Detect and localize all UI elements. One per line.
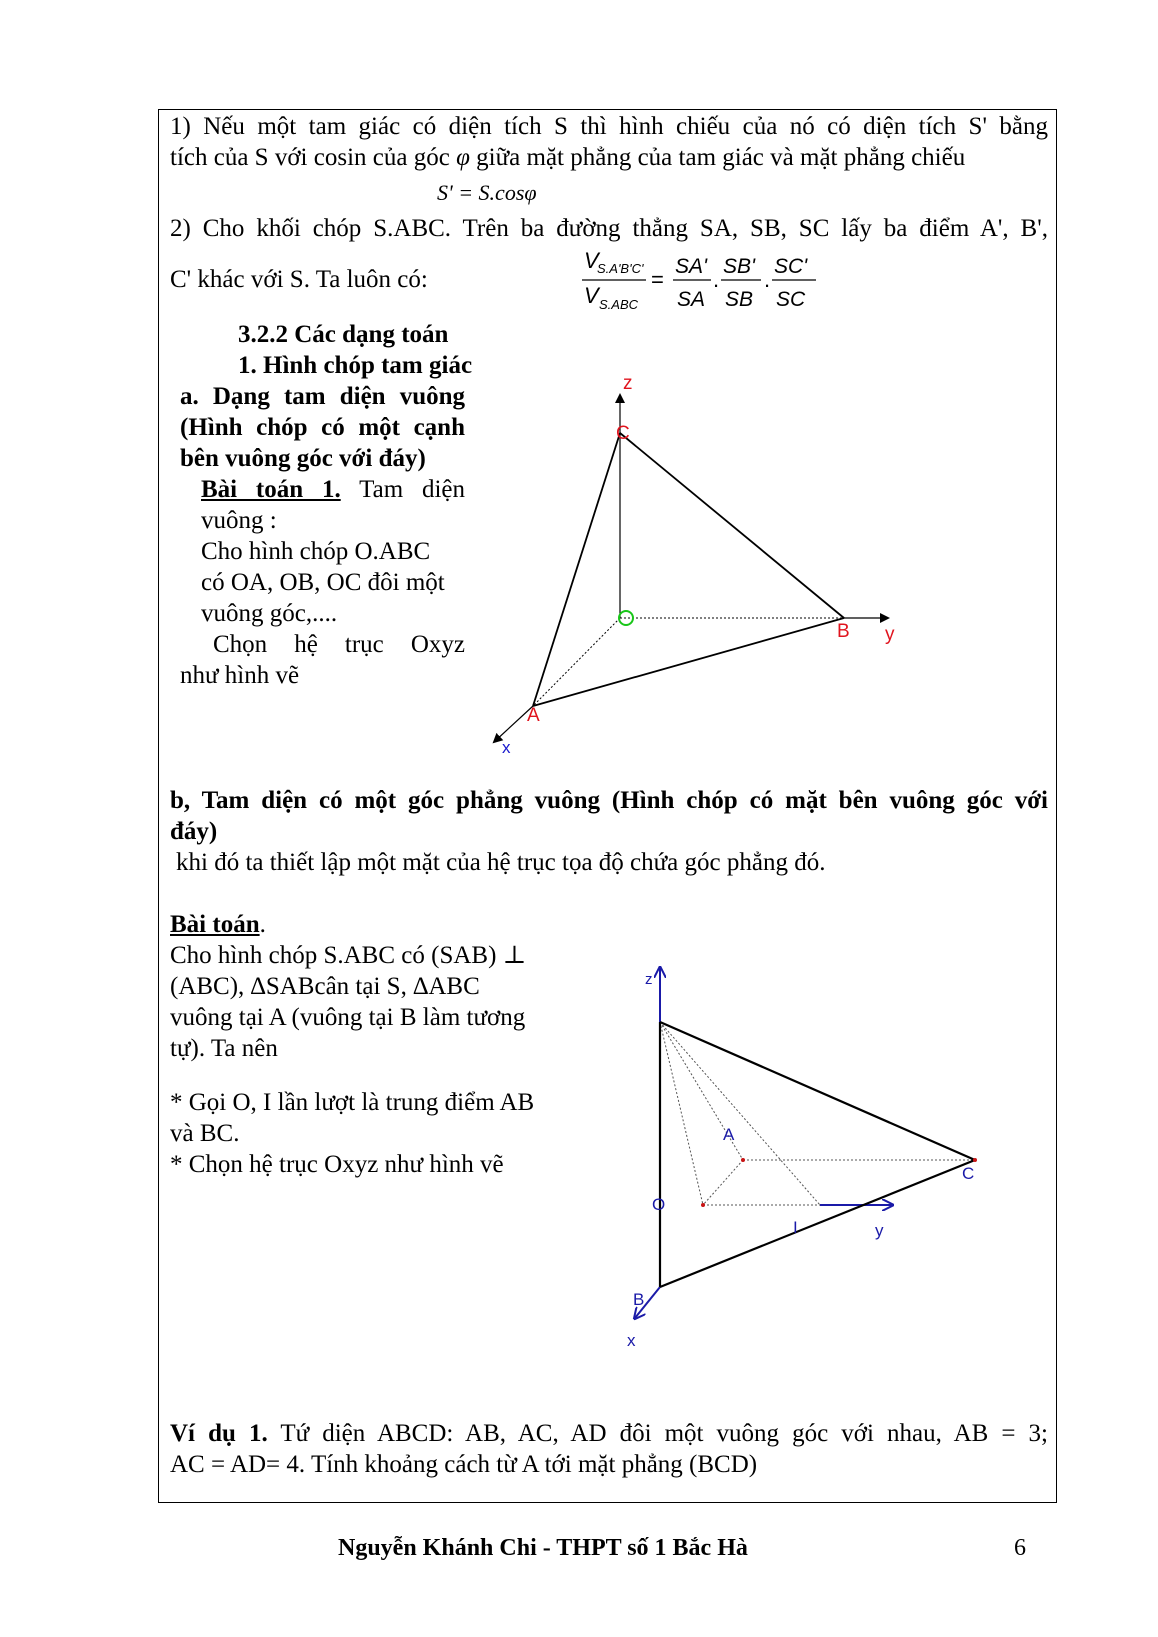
intro-p1-line1: 1) Nếu một tam giác có diện tích S thì hình chiếu của nó có diện tích S' bằng: [170, 113, 1048, 140]
svg-text:SB: SB: [725, 288, 754, 311]
problem-2-line7: * Chọn hệ trục Oxyz như hình vẽ: [170, 1151, 504, 1178]
problem-1-line3: Cho hình chóp O.ABC: [201, 538, 431, 565]
label-x: x: [502, 738, 511, 757]
svg-text:SA: SA: [677, 288, 706, 311]
label-b: B: [633, 1290, 645, 1309]
problem-2-label: Bài toán: [170, 911, 260, 938]
problem-2-heading: Bài toán.: [170, 911, 266, 938]
problem-2-line3: vuông tại A (vuông tại B làm tương: [170, 1004, 526, 1031]
problem-2-line5: * Gọi O, I lần lượt là trung điểm AB: [170, 1089, 535, 1116]
problem-1-line7: như hình vẽ: [180, 662, 300, 689]
point-o: [701, 1203, 705, 1207]
part-b-title-line1: b, Tam diện có một góc phẳng vuông (Hình chóp có mặt bên vuông góc với: [170, 787, 1048, 814]
problem-1-label: Bài toán 1.: [201, 476, 341, 503]
label-a: A: [723, 1125, 735, 1144]
figure-perpendicular-face-pyramid: [610, 960, 1030, 1360]
intro-p2-line2: C' khác với S. Ta luôn có:: [170, 266, 428, 293]
intro-p1-line2: tích của S với cosin của góc φ giữa mặt phẳng của tam giác và mặt phẳng chiếu: [170, 144, 966, 171]
edge-cb: [620, 433, 844, 618]
label-c: C: [962, 1164, 975, 1183]
formula-volume-ratio: [580, 240, 830, 315]
svg-text:S.ABC: S.ABC: [599, 297, 639, 312]
point-a: [741, 1158, 745, 1162]
edge-si: [660, 1022, 820, 1205]
point-c: [973, 1158, 977, 1162]
svg-text:SB': SB': [723, 255, 756, 278]
part-a-title-line1: a. Dạng tam diện vuông: [180, 383, 465, 410]
example-1-label: Ví dụ 1.: [170, 1420, 268, 1447]
svg-text:S.A'B'C': S.A'B'C': [597, 261, 644, 276]
example-1-line2: AC = AD= 4. Tính khoảng cách từ A tới mặt phẳng (BCD): [170, 1451, 758, 1478]
problem-1-line4: có OA, OB, OC đôi một: [201, 569, 445, 596]
heading-3-2-2: 3.2.2 Các dạng toán: [238, 321, 449, 348]
page-number: 6: [1014, 1535, 1026, 1561]
part-a-title-line2: (Hình chóp có một cạnh: [180, 414, 465, 441]
label-o: O: [652, 1195, 666, 1214]
svg-text:=: =: [651, 267, 664, 292]
problem-1-line2: vuông :: [201, 507, 277, 534]
edge-so: [660, 1022, 703, 1205]
label-y: y: [885, 624, 895, 645]
problem-2-line1: Cho hình chóp S.ABC có (SAB) ⊥: [170, 942, 527, 969]
formula-projection-area: S' = S.cosφ: [437, 180, 537, 205]
edge-ao: [703, 1160, 743, 1205]
svg-text:SA': SA': [675, 255, 708, 278]
svg-text:V: V: [584, 283, 599, 308]
svg-text:.: .: [713, 267, 720, 292]
problem-1-line1: Bài toán 1. Tam diện: [201, 476, 465, 503]
label-x: x: [627, 1331, 636, 1350]
label-b: B: [837, 621, 850, 642]
label-c: C: [616, 423, 630, 444]
edge-sc: [660, 1022, 975, 1160]
svg-text:SC': SC': [774, 255, 808, 278]
problem-2-line6: và BC.: [170, 1120, 240, 1147]
problem-1-line6: Chọn hệ trục Oxyz: [213, 631, 465, 658]
intro-p2-line1: 2) Cho khối chóp S.ABC. Trên ba đường thẳng SA, SB, SC lấy ba điểm A', B',: [170, 215, 1048, 242]
edge-ca: [533, 433, 620, 706]
label-a: A: [527, 705, 540, 726]
problem-2-line2: (ABC), ∆SABcân tại S, ∆ABC: [170, 973, 480, 1000]
edge-ab: [533, 618, 844, 706]
label-i: I: [793, 1218, 798, 1237]
svg-text:SC: SC: [776, 288, 806, 311]
problem-1-line5: vuông góc,....: [201, 600, 338, 627]
heading-pyramid: 1. Hình chóp tam giác: [238, 352, 473, 379]
label-y: y: [875, 1221, 884, 1240]
problem-2-line4: tự). Ta nên: [170, 1035, 278, 1062]
svg-text:.: .: [764, 267, 771, 292]
example-1-line1: Ví dụ 1. Tứ diện ABCD: AB, AC, AD đôi một vuông góc với nhau, AB = 3;: [170, 1420, 1048, 1447]
figure-trihedral-pyramid: [470, 375, 910, 760]
part-b-line3: khi đó ta thiết lập một mặt của hệ trục tọa độ chứa góc phẳng đó.: [176, 849, 826, 876]
part-a-title-line3: bên vuông góc với đáy): [180, 445, 426, 472]
svg-text:V: V: [584, 248, 599, 273]
label-z: z: [623, 375, 633, 394]
label-z: z: [645, 971, 653, 988]
edge-bc: [660, 1160, 975, 1287]
footer-author: Nguyễn Khánh Chi - THPT số 1 Bắc Hà: [338, 1535, 748, 1561]
part-b-title-line2: đáy): [170, 818, 218, 845]
